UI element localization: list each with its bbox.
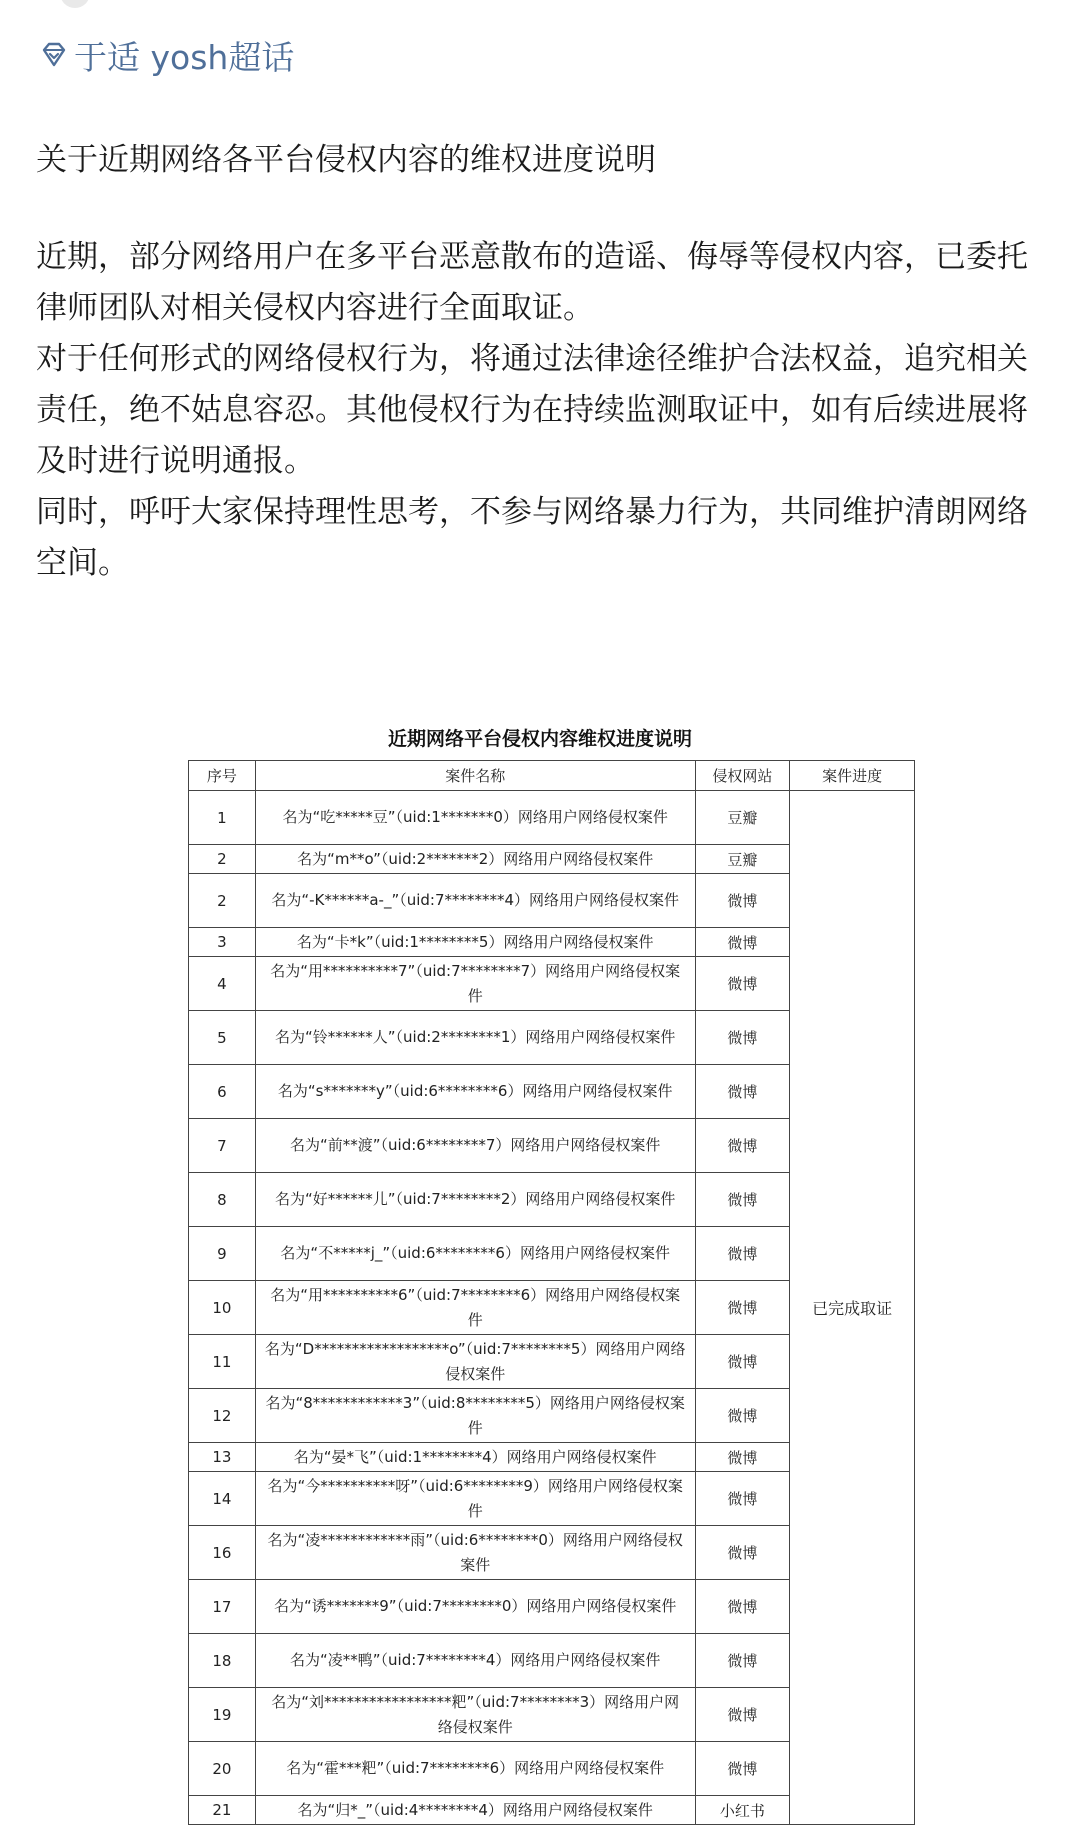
case-number: 10 — [189, 1281, 256, 1335]
case-site: 微博 — [695, 1065, 790, 1119]
case-site: 微博 — [695, 1011, 790, 1065]
case-site: 微博 — [695, 1389, 790, 1443]
table-header-row — [189, 761, 915, 791]
case-name: 名为“-K******a-_”（uid:7********4）网络用户网络侵权案件 — [255, 874, 695, 928]
case-site: 微博 — [695, 1119, 790, 1173]
case-name: 名为“不*****j_”（uid:6********6）网络用户网络侵权案件 — [255, 1227, 695, 1281]
avatar[interactable] — [60, 0, 90, 8]
case-site: 微博 — [695, 1443, 790, 1472]
case-site: 微博 — [695, 1335, 790, 1389]
case-site: 微博 — [695, 1281, 790, 1335]
case-name: 名为“8************3”（uid:8********5）网络用户网络侵权案件 — [255, 1389, 695, 1443]
case-name: 名为“吃*****豆”（uid:1*******0）网络用户网络侵权案件 — [255, 791, 695, 845]
post-paragraph: 同时，呼吁大家保持理性思考，不参与网络暴力行为，共同维护清朗网络空间。 — [36, 494, 1028, 581]
case-number: 20 — [189, 1742, 256, 1796]
case-number: 4 — [189, 957, 256, 1011]
header-progress: 案件进度 — [790, 761, 915, 791]
case-number: 19 — [189, 1688, 256, 1742]
case-name: 名为“归*_”（uid:4********4）网络用户网络侵权案件 — [255, 1796, 695, 1825]
supertopic-label: 于适 yosh超话 — [74, 37, 295, 77]
header-no: 序号 — [189, 761, 256, 791]
case-name: 名为“用**********7”（uid:7********7）网络用户网络侵权案件 — [255, 957, 695, 1011]
case-name: 名为“卡*k”（uid:1********5）网络用户网络侵权案件 — [255, 928, 695, 957]
post-body — [36, 232, 1046, 589]
case-number: 17 — [189, 1580, 256, 1634]
case-site: 微博 — [695, 957, 790, 1011]
case-site: 微博 — [695, 1742, 790, 1796]
case-name: 名为“m**o”（uid:2*******2）网络用户网络侵权案件 — [255, 845, 695, 874]
case-name: 名为“霍***粑”（uid:7********6）网络用户网络侵权案件 — [255, 1742, 695, 1796]
case-name: 名为“铃******人”（uid:2********1）网络用户网络侵权案件 — [255, 1011, 695, 1065]
diamond-icon — [38, 39, 70, 71]
cases-table — [188, 760, 915, 1825]
case-site: 微博 — [695, 1580, 790, 1634]
case-name: 名为“前**渡”（uid:6********7）网络用户网络侵权案件 — [255, 1119, 695, 1173]
case-number: 3 — [189, 928, 256, 957]
case-name: 名为“D******************o”（uid:7********5）网络用户网络侵权案件 — [255, 1335, 695, 1389]
case-number: 12 — [189, 1389, 256, 1443]
table-row — [189, 791, 915, 845]
case-number: 11 — [189, 1335, 256, 1389]
table-body — [189, 791, 915, 1825]
header-name: 案件名称 — [255, 761, 695, 791]
case-site: 豆瓣 — [695, 845, 790, 874]
case-site: 微博 — [695, 874, 790, 928]
case-number: 14 — [189, 1472, 256, 1526]
case-number: 16 — [189, 1526, 256, 1580]
case-number: 9 — [189, 1227, 256, 1281]
case-site: 微博 — [695, 1173, 790, 1227]
case-site: 豆瓣 — [695, 791, 790, 845]
case-name: 名为“刘*****************粑”（uid:7********3）网络用户网络侵权案件 — [255, 1688, 695, 1742]
case-name: 名为“晏*飞”（uid:1********4）网络用户网络侵权案件 — [255, 1443, 695, 1472]
case-number: 21 — [189, 1796, 256, 1825]
header-site: 侵权网站 — [695, 761, 790, 791]
case-number: 18 — [189, 1634, 256, 1688]
case-name: 名为“诱*******9”（uid:7********0）网络用户网络侵权案件 — [255, 1580, 695, 1634]
case-name: 名为“s*******y”（uid:6********6）网络用户网络侵权案件 — [255, 1065, 695, 1119]
document-title: 近期网络平台侵权内容维权进度说明 — [387, 728, 692, 750]
post-content — [36, 134, 1046, 589]
top-edge — [0, 0, 1080, 12]
case-site: 微博 — [695, 1472, 790, 1526]
case-number: 7 — [189, 1119, 256, 1173]
case-name: 名为“用**********6”（uid:7********6）网络用户网络侵权案件 — [255, 1281, 695, 1335]
post-paragraph: 对于任何形式的网络侵权行为，将通过法律途径维护合法权益，追究相关责任，绝不姑息容忍。其他侵权行为在持续监测取证中，如有后续进展将及时进行说明通报。 — [36, 341, 1028, 479]
case-site: 微博 — [695, 1688, 790, 1742]
case-site: 微博 — [695, 928, 790, 957]
case-number: 13 — [189, 1443, 256, 1472]
case-number: 6 — [189, 1065, 256, 1119]
case-site: 微博 — [695, 1526, 790, 1580]
case-number: 5 — [189, 1011, 256, 1065]
case-progress: 已完成取证 — [790, 791, 915, 1825]
case-number: 2 — [189, 845, 256, 874]
post-title: 关于近期网络各平台侵权内容的维权进度说明 — [36, 142, 656, 178]
case-number: 2 — [189, 874, 256, 928]
case-name: 名为“好******儿”（uid:7********2）网络用户网络侵权案件 — [255, 1173, 695, 1227]
post-paragraph: 近期，部分网络用户在多平台恶意散布的造谣、侮辱等侵权内容，已委托律师团队对相关侵权内容进行全面取证。 — [36, 239, 1028, 326]
document-image[interactable] — [0, 700, 1080, 1837]
case-site: 微博 — [695, 1227, 790, 1281]
case-name: 名为“凌************雨”（uid:6********0）网络用户网络侵权案件 — [255, 1526, 695, 1580]
case-name: 名为“今**********呀”（uid:6********9）网络用户网络侵权案件 — [255, 1472, 695, 1526]
supertopic-link[interactable] — [38, 32, 294, 78]
case-number: 1 — [189, 791, 256, 845]
case-number: 8 — [189, 1173, 256, 1227]
case-site: 微博 — [695, 1634, 790, 1688]
case-name: 名为“凌**鸭”（uid:7********4）网络用户网络侵权案件 — [255, 1634, 695, 1688]
case-site: 小红书 — [695, 1796, 790, 1825]
